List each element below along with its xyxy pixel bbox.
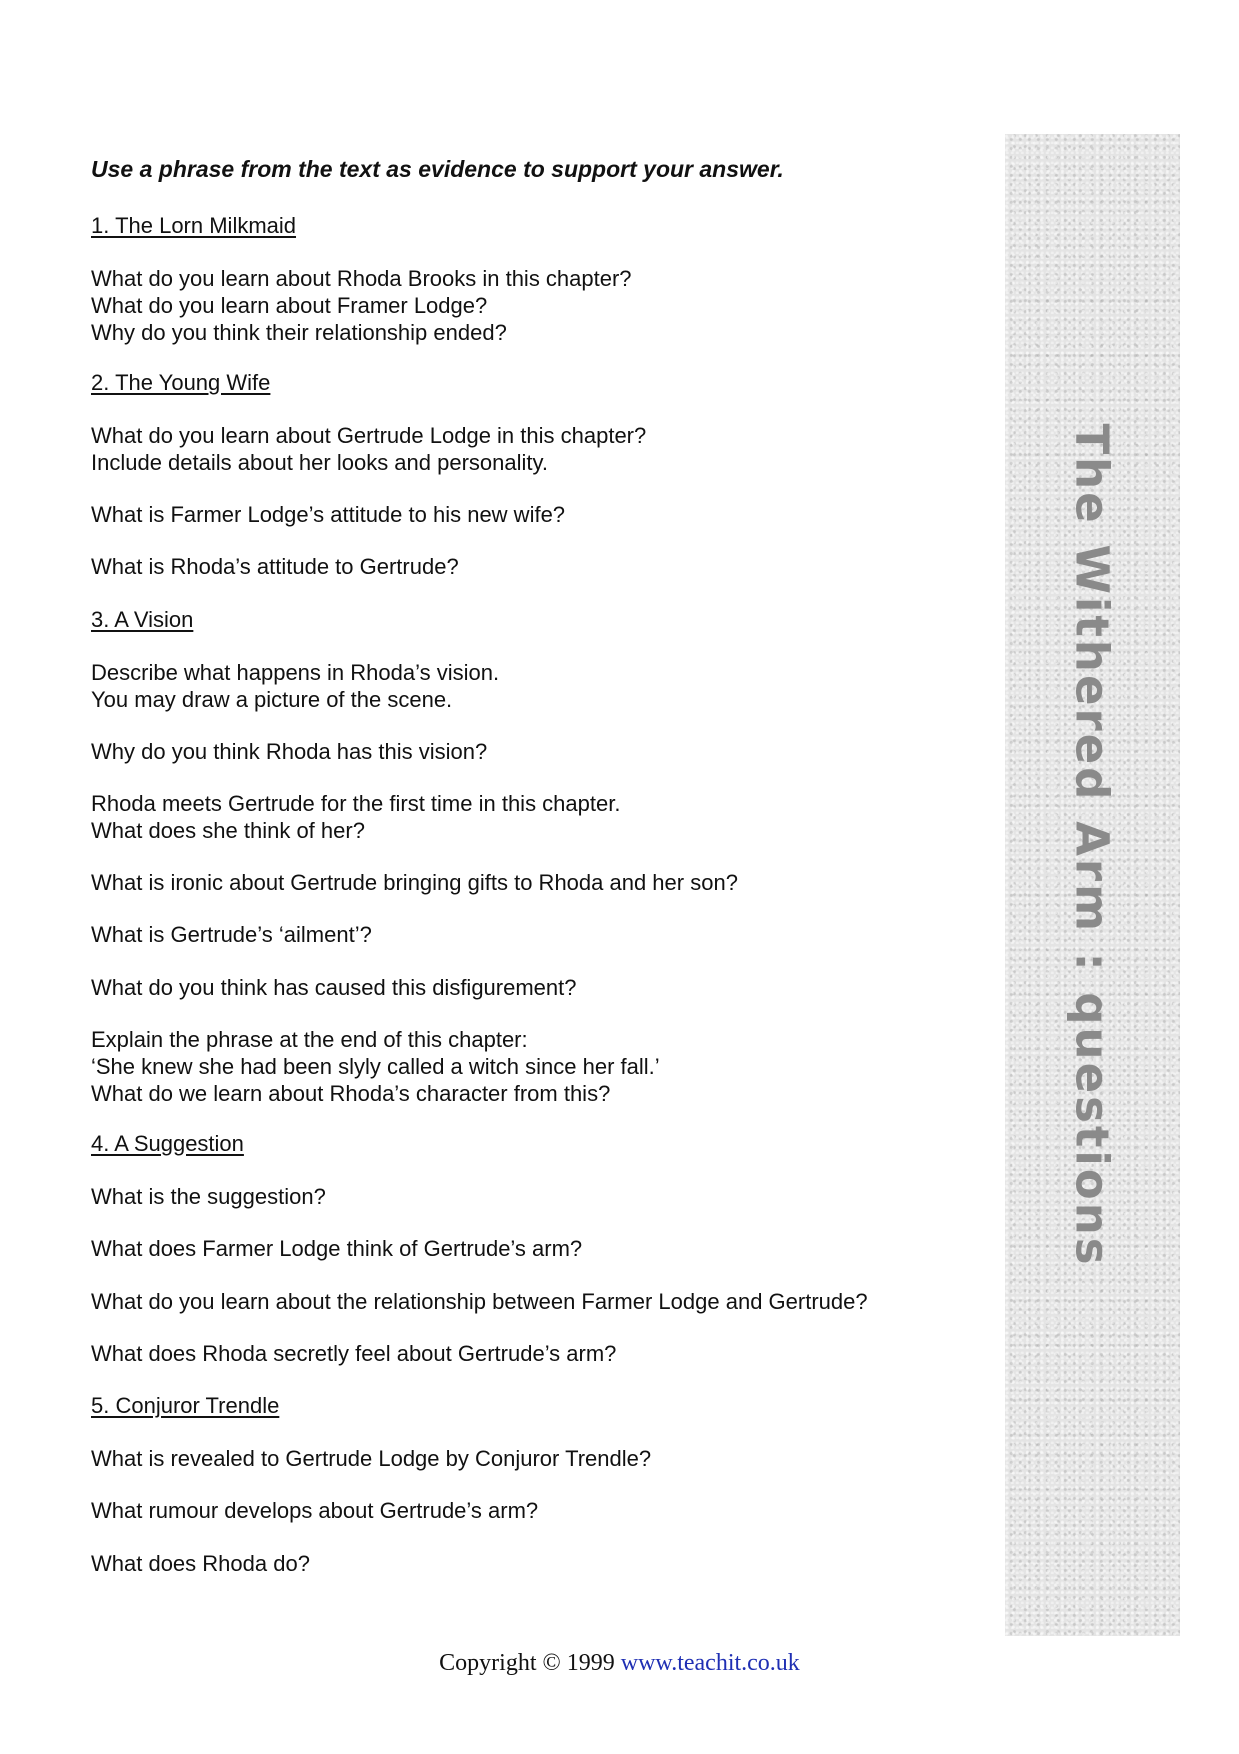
question-line: What does she think of her? [91, 818, 365, 843]
question-block [91, 501, 565, 528]
footer [0, 1650, 1239, 1677]
question-line: What does Rhoda secretly feel about Gertrude’s arm? [91, 1341, 617, 1366]
sidebar-banner [1005, 134, 1180, 1636]
question-line: Describe what happens in Rhoda’s vision. [91, 660, 500, 685]
question-block [91, 974, 577, 1001]
question-block [91, 1288, 868, 1315]
question-block [91, 553, 459, 580]
question-block [91, 1445, 651, 1472]
section-heading-a-vision: 3. A Vision [91, 607, 194, 632]
question-block [91, 1026, 660, 1107]
section-heading-conjuror-trendle: 5. Conjuror Trendle [91, 1393, 280, 1418]
question-block [91, 790, 620, 844]
section-heading-young-wife: 2. The Young Wife [91, 370, 271, 395]
quote-line: ‘She knew she had been slyly called a witch since her fall.’ [91, 1054, 660, 1079]
question-line: What do you learn about Framer Lodge? [91, 293, 488, 318]
question-line: Why do you think their relationship ended? [91, 320, 507, 345]
copyright-text: Copyright © 1999 [439, 1650, 615, 1676]
question-block [91, 1235, 582, 1262]
question-line: You may draw a picture of the scene. [91, 687, 453, 712]
question-line: What rumour develops about Gertrude’s arm? [91, 1498, 539, 1523]
question-line: What is Rhoda’s attitude to Gertrude? [91, 554, 459, 579]
section-heading-a-suggestion: 4. A Suggestion [91, 1131, 244, 1156]
sidebar-title: The Withered Arm : questions [1066, 422, 1120, 1268]
question-block [91, 1497, 538, 1524]
question-block [91, 422, 646, 476]
question-line: What do you learn about the relationship between Farmer Lodge and Gertrude? [91, 1289, 868, 1314]
question-line: What do we learn about Rhoda’s character from this? [91, 1081, 611, 1106]
teachit-link[interactable]: www.teachit.co.uk [620, 1650, 800, 1676]
question-line: What is revealed to Gertrude Lodge by Conjuror Trendle? [91, 1446, 652, 1471]
question-line: Why do you think Rhoda has this vision? [91, 739, 488, 764]
question-line: What is Gertrude’s ‘ailment’? [91, 922, 372, 947]
question-line: What is Farmer Lodge’s attitude to his new wife? [91, 502, 566, 527]
question-block [91, 265, 632, 346]
question-line: What is the suggestion? [91, 1184, 326, 1209]
question-line: Explain the phrase at the end of this chapter: [91, 1027, 528, 1052]
question-line: What does Farmer Lodge think of Gertrude’s arm? [91, 1236, 583, 1261]
question-line: What does Rhoda do? [91, 1551, 310, 1576]
question-line: What is ironic about Gertrude bringing gifts to Rhoda and her son? [91, 870, 738, 895]
question-line: What do you learn about Rhoda Brooks in this chapter? [91, 266, 632, 291]
question-block [91, 869, 738, 896]
question-block [91, 659, 499, 713]
question-block [91, 1340, 616, 1367]
question-line: What do you think has caused this disfigurement? [91, 975, 577, 1000]
question-block [91, 1183, 326, 1210]
question-line: Include details about her looks and personality. [91, 450, 548, 475]
question-line: Rhoda meets Gertrude for the first time in this chapter. [91, 791, 621, 816]
question-block [91, 921, 372, 948]
section-heading-lorn-milkmaid: 1. The Lorn Milkmaid [91, 213, 297, 238]
instruction-text: Use a phrase from the text as evidence to support your answer. [91, 156, 784, 182]
question-block [91, 1550, 310, 1577]
question-line: What do you learn about Gertrude Lodge in this chapter? [91, 423, 647, 448]
question-block [91, 738, 487, 765]
